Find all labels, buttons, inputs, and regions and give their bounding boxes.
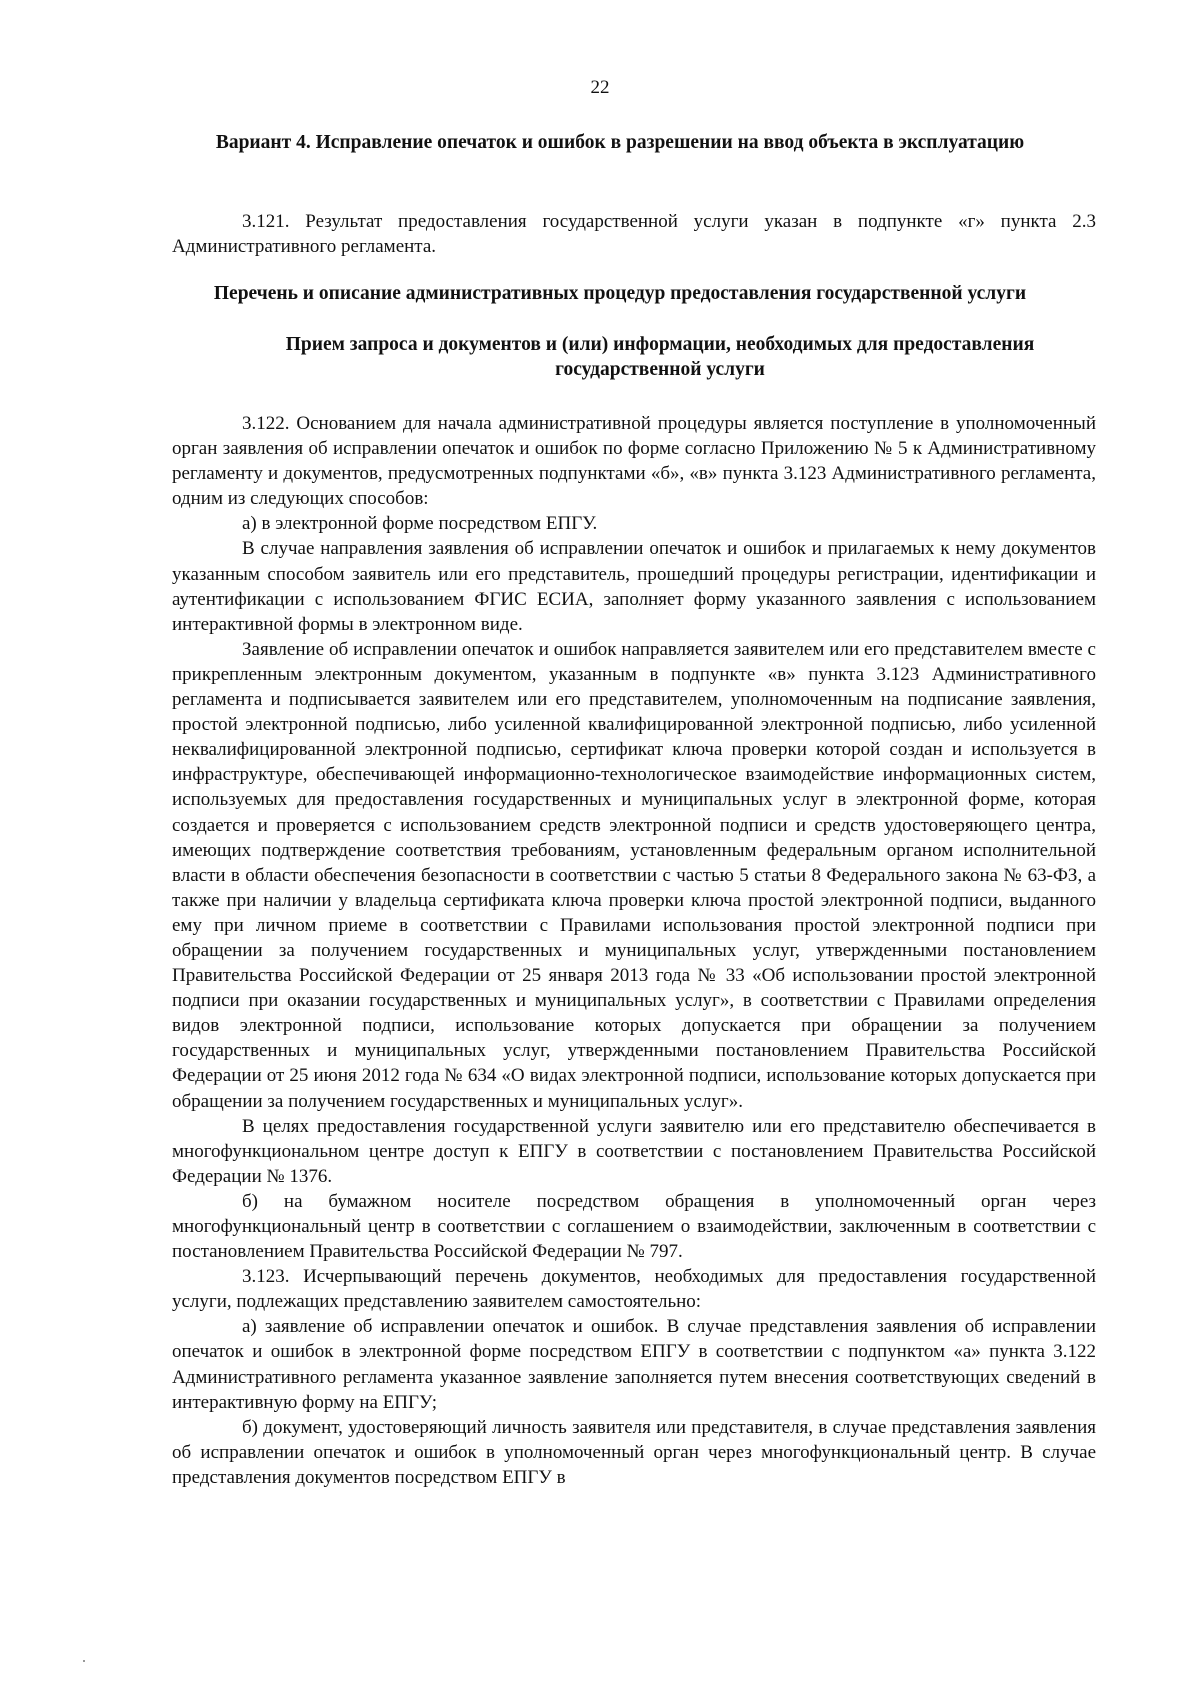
procedures-list-heading: Перечень и описание административных процедур предоставления государственной услуги [213, 283, 1027, 304]
paragraph-3-123: 3.123. Исчерпывающий перечень документов, необходимых для предоставления государственной услуги, подлежащих представлению заявителем самостоятельно: [172, 1266, 1096, 1313]
scan-speck [83, 1660, 85, 1662]
intake-heading: Прием запроса и документов и (или) информации, необходимых для предоставления государственной услуги [285, 334, 1035, 380]
paragraph-signature: Заявление об исправлении опечаток и ошибок направляется заявителем или его представителем вместе с прикрепленным электронным документом, указанным в подпункте «в» пункта 3.123 Административного регламента и подписывается заявителем или его представителем, уполномоченным на подписание заявления, простой электронной подписью, либо усиленной квалифицированной электронной подписью, либо усиленной неквалифицированной электронной подписью, сертификат ключа проверки которой создан и используется в инфраструктуре, обеспечивающей информационно-технологическое взаимодействие информационных систем, используемых для предоставления государственных и муниципальных услуг в электронной форме, которая создается и проверяется с использованием средств электронной подписи и средств удостоверяющего центра, имеющих подтверждение соответствия требованиям, установленным федеральным органом исполнительной власти в области обеспечения безопасности в соответствии с частью 5 статьи 8 Федерального закона № 63-ФЗ, а также при наличии у владельца сертификата ключа проверки ключа простой электронной подписи, выданного ему при личном приеме в соответствии с Правилами использования простой электронной подписи при обращении за получением государственных и муниципальных услуг, утвержденными постановлением Правительства Российской Федерации от 25 января 2013 года № 33 «Об использовании простой электронной подписи при оказании государственных и муниципальных услуг», в соответствии с Правилами определения видов электронной подписи, использование которых допускается при обращении за получением государственных и муниципальных услуг, утвержденными постановлением Правительства Российской Федерации от 25 июня 2012 года № 634 «О видах электронной подписи, использование которых допускается при обращении за получением государственных и муниципальных услуг». [172, 638, 1096, 1112]
paragraph-direction: В случае направления заявления об исправлении опечаток и ошибок и прилагаемых к нему документов указанным способом заявитель или его представитель, прошедший процедуры регистрации, идентификации и аутентификации с использованием ФГИС ЕСИА, заполняет форму указанного заявления с использованием интерактивной формы в электронном виде. [172, 538, 1096, 635]
section-3-121 [172, 209, 1096, 259]
paragraph-mfc-access: В целях предоставления государственной услуги заявителю или его представителю обеспечивается в многофункциональном центре доступ к ЕПГУ в соответствии с постановлением Правительства Российской Федерации № 1376. [172, 1115, 1096, 1187]
document-body [172, 411, 1096, 1490]
paragraph-b-paper: б) на бумажном носителе посредством обращения в уполномоченный орган через многофункциональный центр в соответствии с соглашением о взаимодействии, заключенным в соответствии с постановлением Правительства Российской Федерации № 797. [172, 1190, 1096, 1263]
paragraph-3-121: 3.121. Результат предоставления государственной услуги указан в подпункте «г» пункта 2.3 Административного регламента. [172, 211, 1096, 258]
page-number: 22 [590, 77, 610, 98]
paragraph-a-epgu: а) в электронной форме посредством ЕПГУ. [242, 513, 598, 535]
paragraph-b-identity: б) документ, удостоверяющий личность заявителя или представителя, в случае представления заявления об исправлении опечаток и ошибок в уполномоченный орган через многофункциональный центр. В случае представления документов посредством ЕПГУ в [172, 1416, 1096, 1488]
paragraph-a-statement: а) заявление об исправлении опечаток и ошибок. В случае представления заявления об исправлении опечаток и ошибок в электронной форме посредством ЕПГУ в соответствии с подпунктом «а» пункта 3.122 Административного регламента указанное заявление заполняется путем внесения соответствующих сведений в интерактивную форму на ЕПГУ; [172, 1316, 1096, 1413]
variant-heading: Вариант 4. Исправление опечаток и ошибок в разрешении на ввод объекта в эксплуатацию [215, 132, 1025, 153]
paragraph-3-122: 3.122. Основанием для начала административной процедуры является поступление в уполномоченный орган заявления об исправлении опечаток и ошибок по форме согласно Приложению № 5 к Административному регламенту и документов, предусмотренных подпунктами «б», «в» пункта 3.123 Административного регламента, одним из следующих способов: [172, 413, 1096, 510]
